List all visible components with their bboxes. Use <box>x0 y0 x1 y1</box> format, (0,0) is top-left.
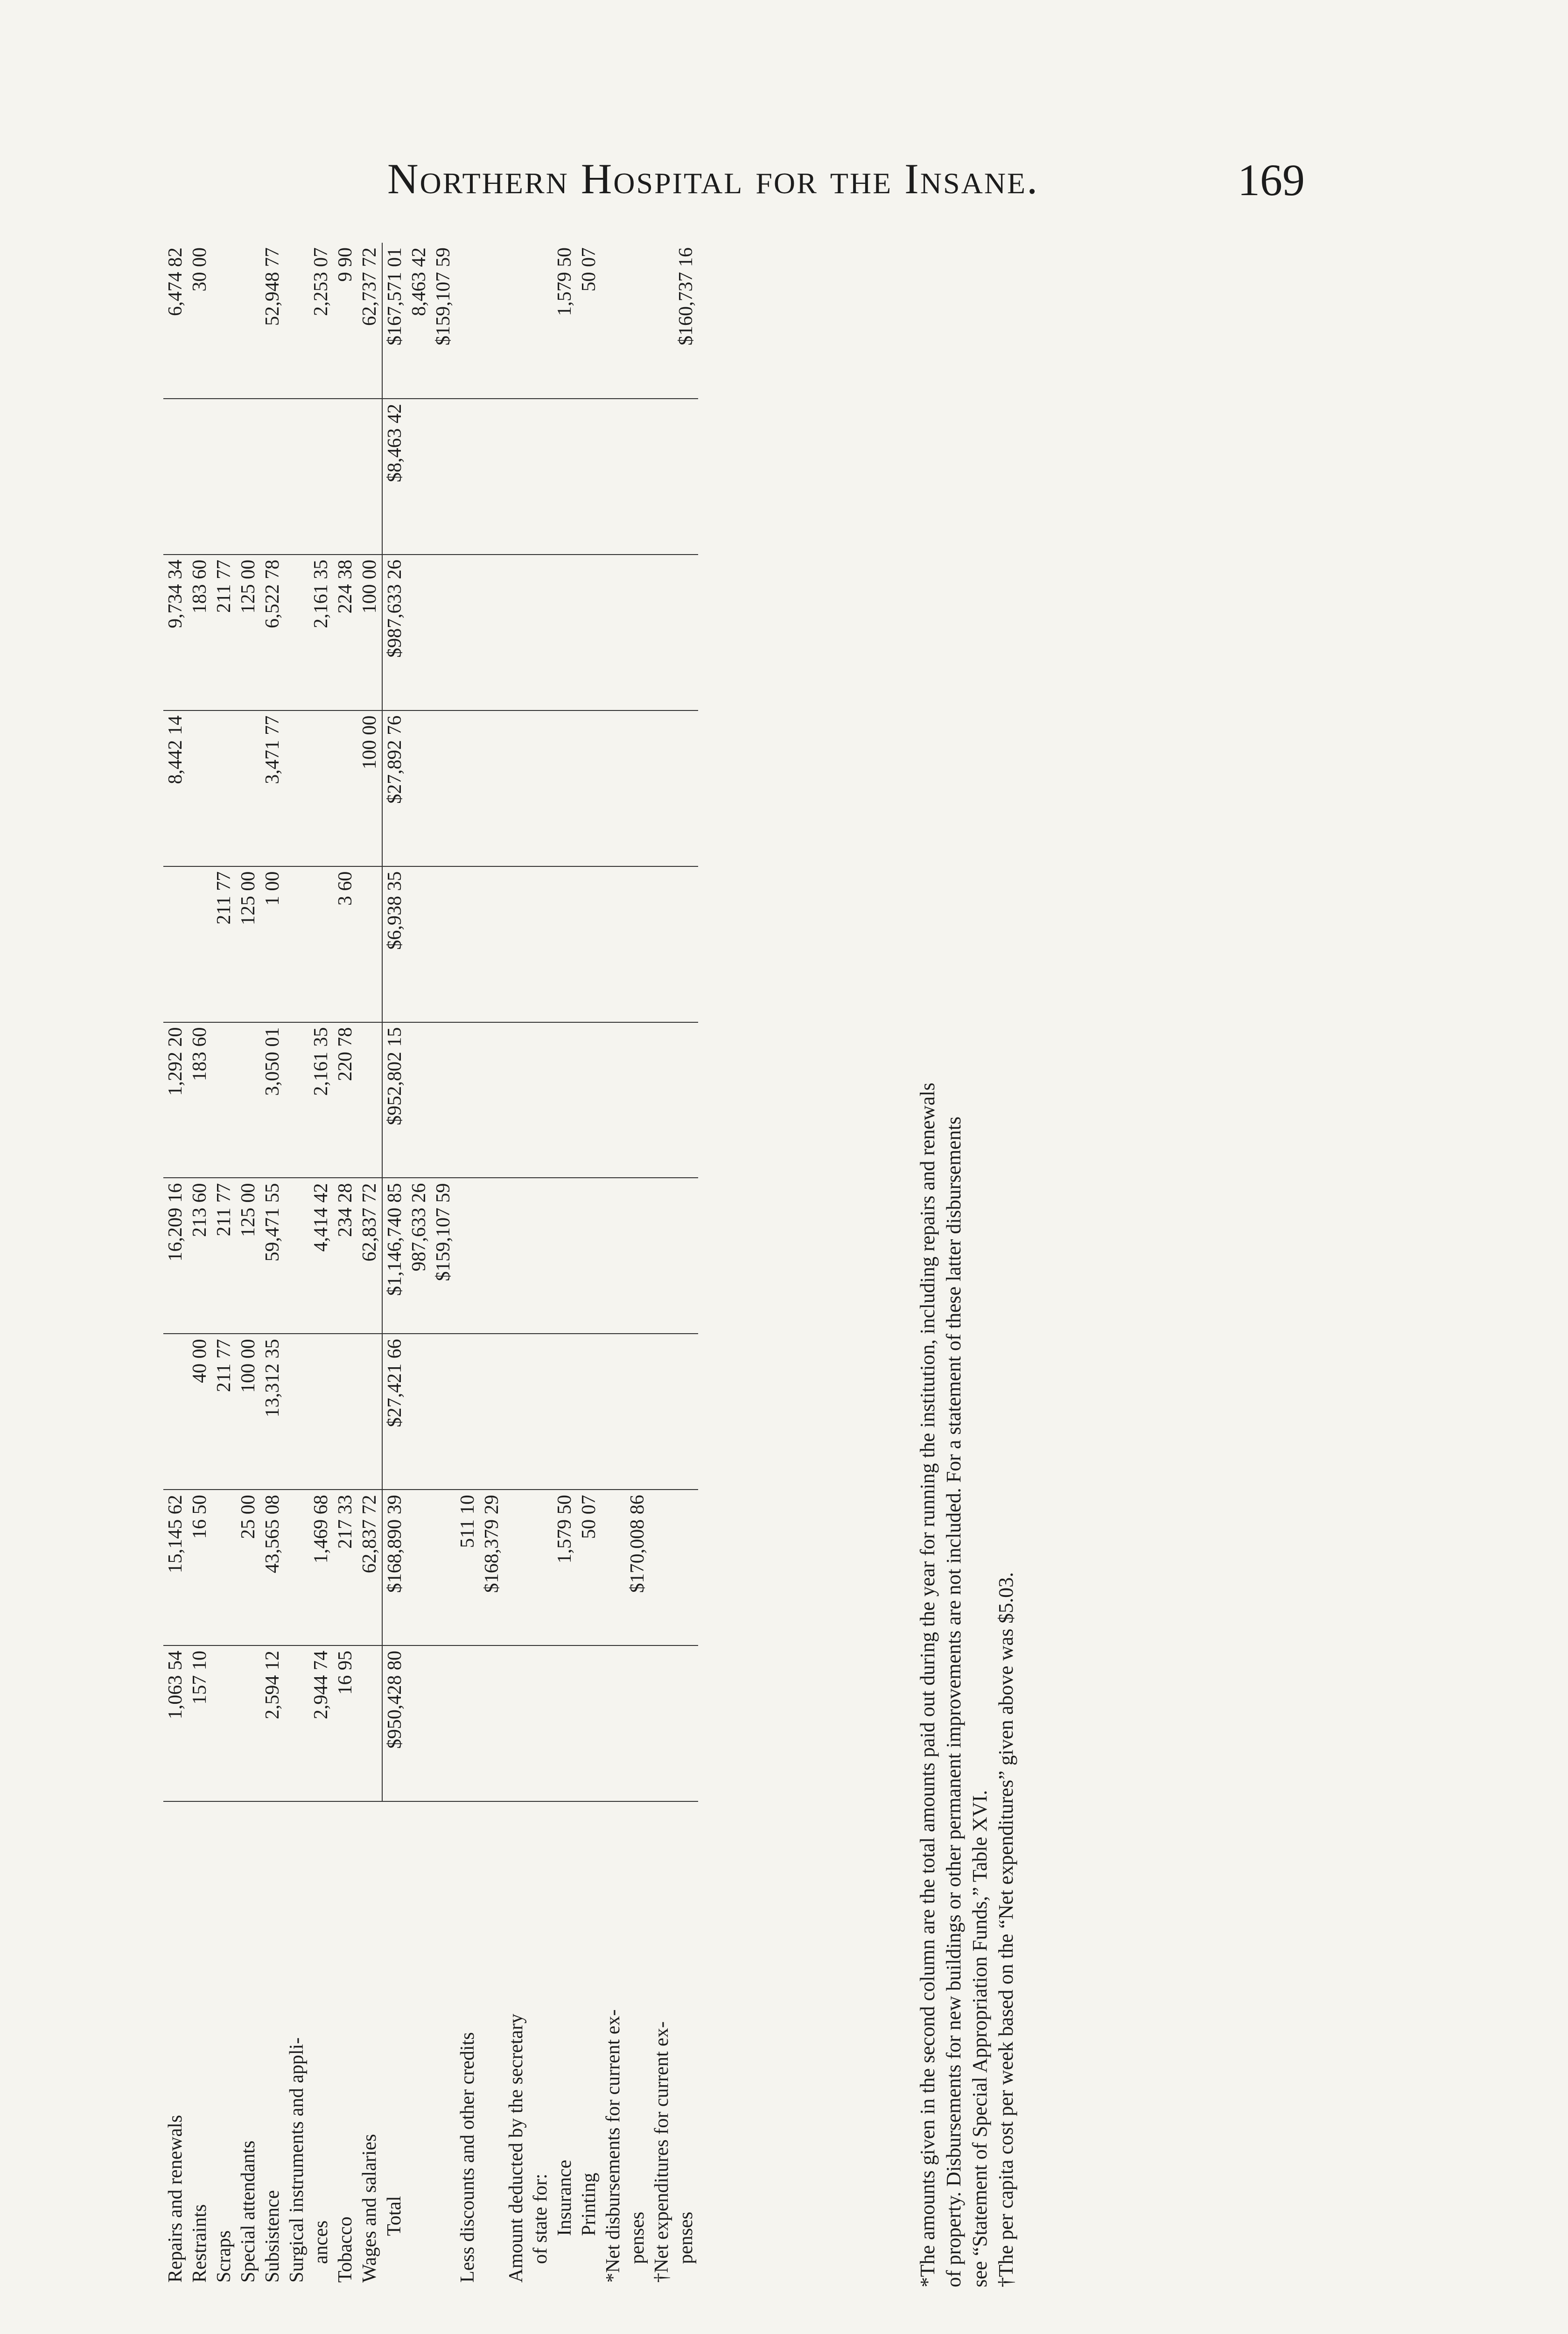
table-cell: 9,734 34 <box>163 555 188 710</box>
table-cell <box>357 1645 382 1801</box>
table-cell: $987,633 26 <box>382 555 407 710</box>
table-cell: 220 78 <box>333 1022 357 1178</box>
table-cell <box>650 1645 674 1801</box>
table-cell <box>674 555 698 710</box>
table-cell <box>650 866 674 1022</box>
table-cell <box>285 243 309 399</box>
table-cell <box>260 399 285 555</box>
table-cell <box>357 1022 382 1178</box>
table-cell <box>625 399 650 555</box>
table-cell <box>601 1490 625 1645</box>
table-cell: 2,161 35 <box>309 1022 333 1178</box>
row-label: Total <box>384 2196 405 2236</box>
table-cell <box>504 1490 528 1645</box>
table-cell <box>431 1645 455 1801</box>
table-cell <box>455 1334 480 1490</box>
table-cell <box>504 555 528 710</box>
table-cell <box>601 399 625 555</box>
table-cell <box>163 399 188 555</box>
row-label <box>480 1801 504 2287</box>
table-cell <box>480 1645 504 1801</box>
table-cell <box>285 1334 309 1490</box>
table-cell: $952,802 15 <box>382 1022 407 1178</box>
table-cell <box>163 1334 188 1490</box>
table-cell: 125 00 <box>236 555 260 710</box>
table-row <box>504 243 528 2287</box>
row-label: Amount deducted by the secretary <box>505 2013 527 2283</box>
table-cell: 25 00 <box>236 1490 260 1645</box>
table-cell <box>480 710 504 866</box>
table-cell <box>674 1645 698 1801</box>
table-cell: 234 28 <box>333 1178 357 1334</box>
table-cell <box>480 399 504 555</box>
table-cell <box>212 710 236 866</box>
table-row <box>553 243 577 2287</box>
table-cell <box>553 1645 577 1801</box>
table-cell: 100 00 <box>236 1334 260 1490</box>
table-cell <box>528 243 553 399</box>
table-cell <box>674 1490 698 1645</box>
table-cell: 16 95 <box>333 1645 357 1801</box>
table-cell <box>577 555 601 710</box>
table-cell <box>480 243 504 399</box>
table-cell <box>431 1022 455 1178</box>
table-cell: 15,145 62 <box>163 1490 188 1645</box>
table-cell <box>577 399 601 555</box>
table-cell <box>674 1334 698 1490</box>
table-cell <box>407 1022 431 1178</box>
table-cell <box>236 243 260 399</box>
table-cell: 2,944 74 <box>309 1645 333 1801</box>
table-cell: 211 77 <box>212 555 236 710</box>
row-label <box>407 1801 431 2287</box>
table-cell: $8,463 42 <box>382 399 407 555</box>
table-cell <box>455 710 480 866</box>
table-cell <box>285 1490 309 1645</box>
table-cell <box>285 555 309 710</box>
row-label: Scraps <box>213 2230 235 2283</box>
table-cell <box>357 866 382 1022</box>
table-cell: $168,890 39 <box>382 1490 407 1645</box>
table-cell: $159,107 59 <box>431 243 455 399</box>
row-label: Printing <box>578 2172 600 2236</box>
table-row <box>480 243 504 2287</box>
table-cell: $27,421 66 <box>382 1334 407 1490</box>
table-cell <box>601 1645 625 1801</box>
table-cell: 59,471 55 <box>260 1178 285 1334</box>
table-cell <box>553 1022 577 1178</box>
table-cell <box>674 710 698 866</box>
table-cell <box>431 555 455 710</box>
table-cell <box>553 710 577 866</box>
table-cell: 30 00 <box>188 243 212 399</box>
table-cell: 2,594 12 <box>260 1645 285 1801</box>
table-cell <box>309 399 333 555</box>
row-label: Subsistence <box>262 2190 283 2283</box>
table-row <box>236 243 260 2287</box>
footnote-line: of property. Disbursements for new buildings or other permanent improvements are not included. For a statement of these latter disbursements <box>942 1116 965 2287</box>
table-cell: 52,948 77 <box>260 243 285 399</box>
table-cell <box>674 866 698 1022</box>
table-cell: $167,571 01 <box>382 243 407 399</box>
table-cell <box>504 1178 528 1334</box>
table-cell <box>650 555 674 710</box>
table-cell: $27,892 76 <box>382 710 407 866</box>
table-cell <box>528 1178 553 1334</box>
table-cell: 2,253 07 <box>309 243 333 399</box>
row-label: †Net expenditures for current ex- <box>651 2021 672 2283</box>
table-cell <box>431 866 455 1022</box>
table-cell: 50 07 <box>577 1490 601 1645</box>
table-cell <box>528 1490 553 1645</box>
table-cell: 183 60 <box>188 555 212 710</box>
table-row <box>625 243 650 2287</box>
table-cell <box>601 866 625 1022</box>
table-cell: 1,579 50 <box>553 243 577 399</box>
table-cell: 8,442 14 <box>163 710 188 866</box>
table-cell <box>455 555 480 710</box>
table-cell <box>577 1022 601 1178</box>
table-cell <box>212 1645 236 1801</box>
table-cell <box>553 1178 577 1334</box>
row-label: Restraints <box>189 2204 210 2283</box>
table-cell: 9 90 <box>333 243 357 399</box>
row-label: Surgical instruments and appli- <box>286 2037 308 2283</box>
table-cell <box>504 866 528 1022</box>
table-row <box>674 243 698 2287</box>
table-cell: 1,063 54 <box>163 1645 188 1801</box>
table-cell <box>528 399 553 555</box>
table-row <box>212 243 236 2287</box>
table-cell <box>285 866 309 1022</box>
table-cell <box>455 1022 480 1178</box>
row-label: Less discounts and other credits <box>457 2032 478 2283</box>
expense-table <box>163 243 698 2287</box>
table-cell: 1,579 50 <box>553 1490 577 1645</box>
footnote-line: *The amounts given in the second column are the total amounts paid out during the year for running the institution, including repairs and renewals <box>916 1083 939 2287</box>
table-cell <box>601 243 625 399</box>
table-cell <box>480 1334 504 1490</box>
table-cell <box>625 1178 650 1334</box>
table-cell <box>528 1334 553 1490</box>
table-cell: 1,292 20 <box>163 1022 188 1178</box>
table-cell <box>504 1645 528 1801</box>
table-cell: 987,633 26 <box>407 1178 431 1334</box>
table-cell <box>674 1022 698 1178</box>
table-cell <box>212 1490 236 1645</box>
table-row <box>163 243 188 2287</box>
table-cell: $1,146,740 85 <box>382 1178 407 1334</box>
row-label: ances <box>310 2220 332 2264</box>
table-cell <box>309 710 333 866</box>
table-cell <box>455 243 480 399</box>
rotated-table-block <box>163 243 994 2287</box>
table-cell <box>650 1022 674 1178</box>
table-cell <box>601 1022 625 1178</box>
table-cell <box>480 1022 504 1178</box>
table-cell <box>236 1645 260 1801</box>
table-cell <box>625 866 650 1022</box>
table-cell <box>309 1334 333 1490</box>
table-cell <box>455 1178 480 1334</box>
table-cell <box>285 710 309 866</box>
table-cell <box>333 1334 357 1490</box>
table-cell <box>407 399 431 555</box>
table-cell: 213 60 <box>188 1178 212 1334</box>
table-cell <box>577 710 601 866</box>
table-cell: 3,471 77 <box>260 710 285 866</box>
table-cell: $159,107 59 <box>431 1178 455 1334</box>
table-cell <box>577 866 601 1022</box>
table-cell <box>674 1178 698 1334</box>
table-cell: 217 33 <box>333 1490 357 1645</box>
table-cell <box>285 1178 309 1334</box>
table-cell <box>504 243 528 399</box>
table-cell <box>601 710 625 866</box>
table-cell <box>188 710 212 866</box>
table-cell: $160,737 16 <box>674 243 698 399</box>
table-cell: 6,522 78 <box>260 555 285 710</box>
table-cell <box>650 243 674 399</box>
table-cell <box>285 1645 309 1801</box>
row-label: of state for: <box>530 2173 551 2264</box>
table-cell: 211 77 <box>212 1334 236 1490</box>
table-cell: 100 00 <box>357 555 382 710</box>
page-header-title: Northern Hospital for the Insane. <box>387 155 1039 203</box>
table-cell: 211 77 <box>212 1178 236 1334</box>
table-cell <box>528 1645 553 1801</box>
table-cell <box>650 1178 674 1334</box>
table-cell <box>455 1645 480 1801</box>
table-cell: 62,737 72 <box>357 243 382 399</box>
table-cell <box>553 866 577 1022</box>
table-cell <box>236 1022 260 1178</box>
table-row <box>431 243 455 2287</box>
table-cell: 1,469 68 <box>309 1490 333 1645</box>
table-cell <box>601 555 625 710</box>
table-cell: 183 60 <box>188 1022 212 1178</box>
table-cell <box>407 1645 431 1801</box>
row-label: penses <box>675 2212 697 2264</box>
table-cell <box>650 1490 674 1645</box>
footnotes <box>915 243 1019 2287</box>
table-cell: $6,938 35 <box>382 866 407 1022</box>
table-cell <box>455 866 480 1022</box>
table-cell <box>480 555 504 710</box>
table-cell: 2,161 35 <box>309 555 333 710</box>
row-label: Wages and salaries <box>359 2134 380 2283</box>
footnote-line: see “Statement of Special Appropriation Funds,” Table XVI. <box>968 1790 991 2287</box>
table-cell <box>650 399 674 555</box>
table-cell <box>163 866 188 1022</box>
table-cell <box>333 710 357 866</box>
table-cell <box>504 710 528 866</box>
table-cell <box>285 399 309 555</box>
table-cell <box>431 710 455 866</box>
table-cell <box>625 1022 650 1178</box>
table-cell: 8,463 42 <box>407 243 431 399</box>
table-cell <box>504 399 528 555</box>
table-cell <box>309 866 333 1022</box>
table-cell: 16 50 <box>188 1490 212 1645</box>
row-label <box>431 1801 455 2287</box>
table-cell: 40 00 <box>188 1334 212 1490</box>
table-cell <box>625 1645 650 1801</box>
table-cell <box>553 399 577 555</box>
table-cell <box>553 555 577 710</box>
table-row <box>601 243 625 2287</box>
table-cell: 62,837 72 <box>357 1178 382 1334</box>
table-cell <box>601 1334 625 1490</box>
table-cell <box>455 399 480 555</box>
table-cell <box>212 399 236 555</box>
table-cell <box>285 1022 309 1178</box>
table-row <box>528 243 553 2287</box>
table-cell <box>407 555 431 710</box>
table-cell <box>577 1178 601 1334</box>
table-cell <box>625 555 650 710</box>
table-cell <box>674 399 698 555</box>
table-row <box>309 243 333 2287</box>
table-cell <box>504 1022 528 1178</box>
table-cell: 50 07 <box>577 243 601 399</box>
table-cell: 3 60 <box>333 866 357 1022</box>
table-cell <box>357 1334 382 1490</box>
row-label: penses <box>627 2212 648 2264</box>
table-cell: 157 10 <box>188 1645 212 1801</box>
table-cell <box>407 710 431 866</box>
table-cell <box>625 1334 650 1490</box>
table-cell <box>480 1178 504 1334</box>
table-cell <box>528 866 553 1022</box>
table-cell: 62,837 72 <box>357 1490 382 1645</box>
table-cell: 511 10 <box>455 1490 480 1645</box>
table-cell <box>333 399 357 555</box>
table-cell: 6,474 82 <box>163 243 188 399</box>
table-cell: $170,008 86 <box>625 1490 650 1645</box>
table-cell: 4,414 42 <box>309 1178 333 1334</box>
table-row <box>650 243 674 2287</box>
table-row <box>455 243 480 2287</box>
footnote-line: †The per capita cost per week based on the “Net expenditures” given above was $5.03. <box>994 1572 1017 2287</box>
table-cell <box>357 399 382 555</box>
table-cell <box>650 710 674 866</box>
table-cell: 16,209 16 <box>163 1178 188 1334</box>
row-label: *Net disbursements for current ex- <box>602 2009 624 2283</box>
table-cell: $950,428 80 <box>382 1645 407 1801</box>
table-cell <box>188 399 212 555</box>
table-cell <box>480 866 504 1022</box>
row-label: Insurance <box>554 2159 575 2236</box>
table-row <box>577 243 601 2287</box>
table-cell <box>528 710 553 866</box>
table-cell <box>236 399 260 555</box>
table-cell: 125 00 <box>236 866 260 1022</box>
table-cell: 100 00 <box>357 710 382 866</box>
table-cell <box>212 1022 236 1178</box>
table-cell <box>431 399 455 555</box>
table-cell: 3,050 01 <box>260 1022 285 1178</box>
table-cell <box>504 1334 528 1490</box>
table-cell <box>625 710 650 866</box>
table-cell <box>625 243 650 399</box>
table-row <box>407 243 431 2287</box>
row-label: Special attendants <box>238 2140 259 2283</box>
table-cell <box>188 866 212 1022</box>
table-cell <box>431 1334 455 1490</box>
table-row <box>382 243 407 2287</box>
page-number: 169 <box>1238 155 1305 205</box>
table-cell: 43,565 08 <box>260 1490 285 1645</box>
table-cell: 13,312 35 <box>260 1334 285 1490</box>
row-label: Tobacco <box>335 2216 356 2283</box>
table-cell <box>212 243 236 399</box>
table-cell <box>577 1645 601 1801</box>
table-cell <box>553 1334 577 1490</box>
table-cell: $168,379 29 <box>480 1490 504 1645</box>
table-cell <box>528 1022 553 1178</box>
table-cell <box>528 555 553 710</box>
table-cell <box>601 1178 625 1334</box>
table-cell <box>577 1334 601 1490</box>
table-cell <box>407 866 431 1022</box>
row-label: Repairs and renewals <box>165 2115 186 2283</box>
table-cell <box>431 1490 455 1645</box>
table-row <box>260 243 285 2287</box>
table-cell <box>407 1334 431 1490</box>
table-row <box>333 243 357 2287</box>
table-cell: 125 00 <box>236 1178 260 1334</box>
table-row <box>285 243 309 2287</box>
table-cell: 224 38 <box>333 555 357 710</box>
table-row <box>357 243 382 2287</box>
table-cell <box>236 710 260 866</box>
table-cell: 1 00 <box>260 866 285 1022</box>
table-row <box>188 243 212 2287</box>
table-cell <box>407 1490 431 1645</box>
table-cell <box>650 1334 674 1490</box>
table-cell: 211 77 <box>212 866 236 1022</box>
